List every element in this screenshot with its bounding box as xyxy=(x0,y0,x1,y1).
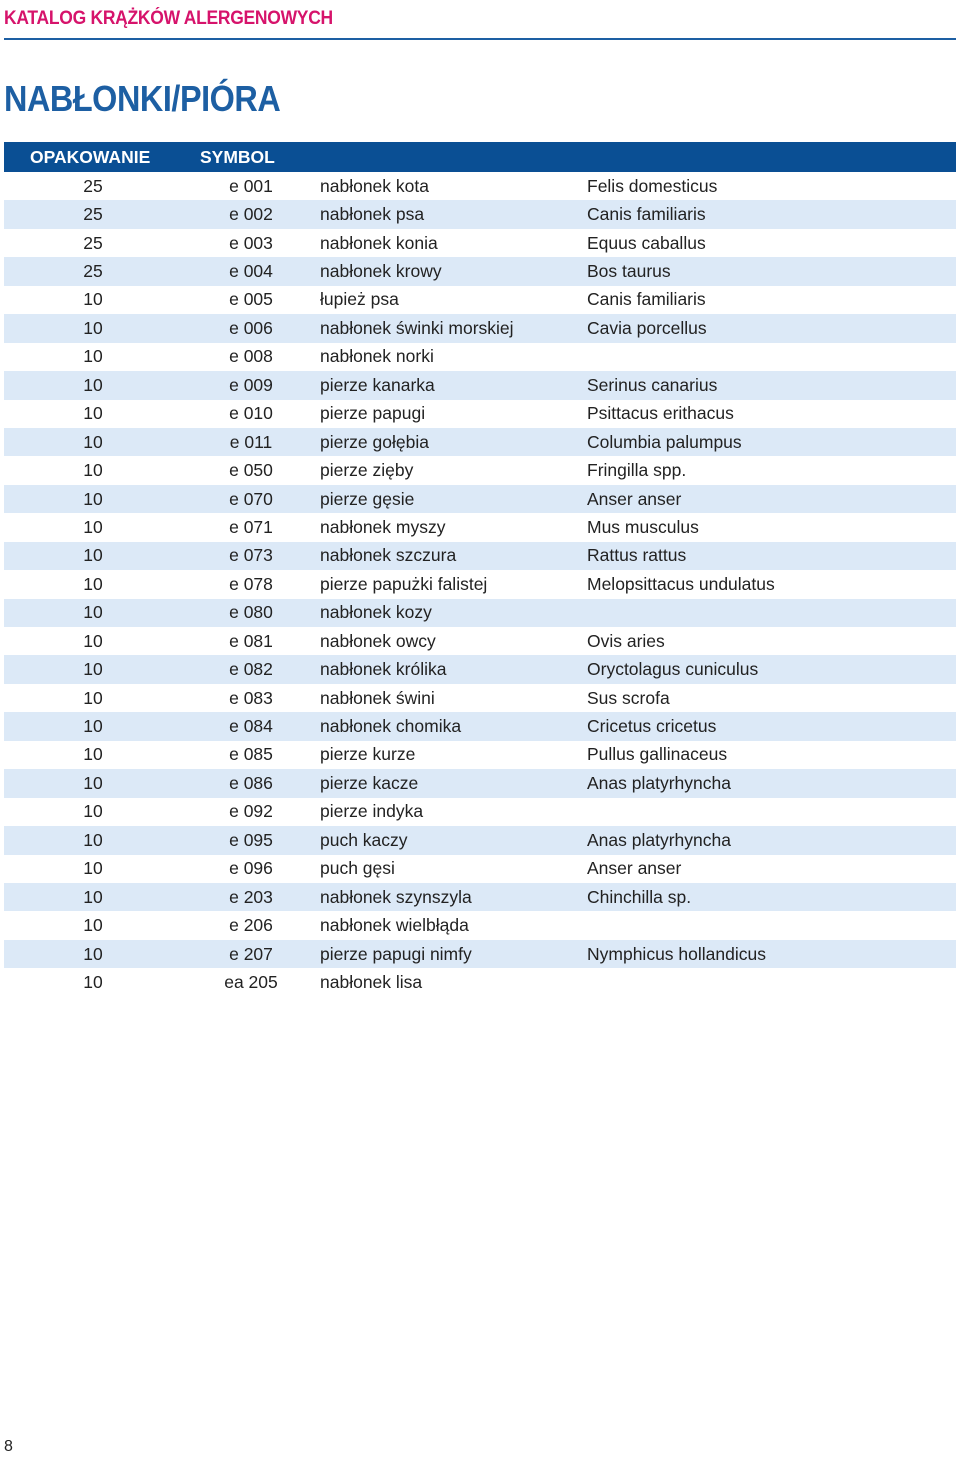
cell-packaging: 10 xyxy=(83,744,103,765)
cell-symbol: e 095 xyxy=(182,826,320,854)
cell-latin-name: Felis domesticus xyxy=(587,175,718,196)
column-header-symbol: SYMBOL xyxy=(182,142,320,172)
table-row xyxy=(4,855,956,883)
cell-packaging: 10 xyxy=(83,403,103,424)
cell-name: nabłonek szynszyla xyxy=(320,883,587,911)
column-header-latin-name xyxy=(587,142,956,172)
allergen-table xyxy=(4,142,956,997)
table-row xyxy=(4,172,956,200)
cell-latin-name: Chinchilla sp. xyxy=(587,883,956,911)
cell-name: nabłonek świnki morskiej xyxy=(320,314,587,342)
cell-symbol: e 011 xyxy=(182,428,320,456)
cell-name: nabłonek wielbłąda xyxy=(320,915,469,936)
cell-latin-name: Anser anser xyxy=(587,858,682,879)
cell-latin-name: Fringilla spp. xyxy=(587,460,687,481)
cell-latin-name: Oryctolagus cuniculus xyxy=(587,655,956,683)
cell-latin-name: Canis familiaris xyxy=(587,200,956,228)
cell-latin-name xyxy=(587,343,956,371)
cell-latin-name: Columbia palumpus xyxy=(587,428,956,456)
cell-packaging: 10 xyxy=(4,712,182,740)
cell-name: nabłonek kota xyxy=(320,175,429,196)
cell-packaging: 10 xyxy=(83,801,103,822)
cell-name: nabłonek psa xyxy=(320,200,587,228)
cell-packaging: 10 xyxy=(4,769,182,797)
cell-symbol: e 050 xyxy=(229,460,273,481)
cell-latin-name: Psittacus erithacus xyxy=(587,403,734,424)
cell-packaging: 10 xyxy=(83,573,103,594)
cell-symbol: e 078 xyxy=(229,573,273,594)
cell-symbol: e 008 xyxy=(229,346,273,367)
cell-latin-name: Cricetus cricetus xyxy=(587,712,956,740)
cell-latin-name: Rattus rattus xyxy=(587,542,956,570)
cell-name: pierze zięby xyxy=(320,460,414,481)
cell-packaging: 10 xyxy=(4,485,182,513)
cell-packaging: 25 xyxy=(83,232,103,253)
cell-name: pierze papugi nimfy xyxy=(320,940,587,968)
table-row xyxy=(4,911,956,939)
cell-latin-name: Serinus canarius xyxy=(587,371,956,399)
table-row xyxy=(4,883,956,911)
cell-packaging: 10 xyxy=(4,542,182,570)
cell-latin-name: Pullus gallinaceus xyxy=(587,744,728,765)
cell-latin-name: Melopsittacus undulatus xyxy=(587,573,775,594)
cell-symbol: e 006 xyxy=(182,314,320,342)
cell-latin-name xyxy=(587,911,956,939)
table-row xyxy=(4,684,956,712)
cell-packaging: 10 xyxy=(4,883,182,911)
table-row xyxy=(4,599,956,627)
table-header-row xyxy=(4,142,956,172)
cell-symbol: e 081 xyxy=(229,630,273,651)
cell-symbol: e 001 xyxy=(229,175,273,196)
cell-packaging: 10 xyxy=(83,858,103,879)
table-row xyxy=(4,485,956,513)
cell-packaging: 25 xyxy=(83,175,103,196)
header-divider xyxy=(4,38,956,40)
table-row xyxy=(4,513,956,541)
table-row xyxy=(4,400,956,428)
cell-symbol: e 070 xyxy=(182,485,320,513)
cell-name: nabłonek kozy xyxy=(320,599,587,627)
cell-latin-name: Canis familiaris xyxy=(587,289,706,310)
cell-name: puch gęsi xyxy=(320,858,395,879)
cell-symbol: e 004 xyxy=(182,257,320,285)
table-row xyxy=(4,456,956,484)
cell-name: pierze kanarka xyxy=(320,371,587,399)
column-header-packaging: OPAKOWANIE xyxy=(4,142,182,172)
table-row xyxy=(4,428,956,456)
cell-symbol: e 207 xyxy=(182,940,320,968)
cell-packaging: 10 xyxy=(83,687,103,708)
cell-symbol: e 009 xyxy=(182,371,320,399)
cell-latin-name xyxy=(587,599,956,627)
table-row xyxy=(4,769,956,797)
table-row xyxy=(4,826,956,854)
cell-latin-name: Bos taurus xyxy=(587,257,956,285)
cell-name: pierze kurze xyxy=(320,744,416,765)
cell-symbol: e 086 xyxy=(182,769,320,797)
cell-packaging: 10 xyxy=(4,826,182,854)
table-body xyxy=(4,172,956,997)
cell-packaging: 10 xyxy=(83,516,103,537)
cell-symbol: e 010 xyxy=(229,403,273,424)
cell-symbol: e 005 xyxy=(229,289,273,310)
cell-packaging: 10 xyxy=(83,915,103,936)
cell-symbol: e 203 xyxy=(182,883,320,911)
table-row xyxy=(4,940,956,968)
cell-packaging: 10 xyxy=(83,630,103,651)
cell-symbol: e 096 xyxy=(229,858,273,879)
cell-packaging: 25 xyxy=(4,200,182,228)
running-header: KATALOG KRĄŻKÓW ALERGENOWYCH xyxy=(4,8,333,29)
cell-name: nabłonek norki xyxy=(320,346,434,367)
cell-name: nabłonek szczura xyxy=(320,542,587,570)
cell-name: pierze kacze xyxy=(320,769,587,797)
cell-packaging: 10 xyxy=(4,371,182,399)
table-row xyxy=(4,968,956,996)
cell-latin-name: Anas platyrhyncha xyxy=(587,769,956,797)
cell-symbol: e 080 xyxy=(182,599,320,627)
cell-name: pierze gęsie xyxy=(320,485,587,513)
cell-symbol: e 084 xyxy=(182,712,320,740)
cell-symbol: e 085 xyxy=(229,744,273,765)
cell-symbol: e 083 xyxy=(229,687,273,708)
cell-name: pierze papugi xyxy=(320,403,426,424)
table-row xyxy=(4,371,956,399)
table-row xyxy=(4,257,956,285)
cell-symbol: ea 205 xyxy=(224,971,278,992)
cell-packaging: 10 xyxy=(4,599,182,627)
page-number: 8 xyxy=(4,1438,13,1455)
cell-symbol: e 082 xyxy=(182,655,320,683)
cell-name: nabłonek królika xyxy=(320,655,587,683)
cell-latin-name: Nymphicus hollandicus xyxy=(587,940,956,968)
cell-name: nabłonek owcy xyxy=(320,630,436,651)
table-row xyxy=(4,798,956,826)
table-row xyxy=(4,229,956,257)
cell-symbol: e 206 xyxy=(229,915,273,936)
cell-name: nabłonek myszy xyxy=(320,516,446,537)
cell-name: pierze gołębia xyxy=(320,428,587,456)
table-row xyxy=(4,200,956,228)
cell-name: pierze indyka xyxy=(320,801,424,822)
column-header-name xyxy=(320,142,587,172)
table-row xyxy=(4,712,956,740)
cell-latin-name xyxy=(587,798,956,826)
table-row xyxy=(4,286,956,314)
cell-symbol: e 092 xyxy=(229,801,273,822)
section-title: NABŁONKI/PIÓRA xyxy=(4,78,281,119)
cell-name: nabłonek konia xyxy=(320,232,438,253)
cell-symbol: e 071 xyxy=(229,516,273,537)
cell-name: nabłonek krowy xyxy=(320,257,587,285)
cell-name: nabłonek świni xyxy=(320,687,435,708)
cell-name: łupież psa xyxy=(320,289,399,310)
table-row xyxy=(4,570,956,598)
table-row xyxy=(4,542,956,570)
cell-symbol: e 073 xyxy=(182,542,320,570)
cell-name: pierze papużki falistej xyxy=(320,573,488,594)
cell-latin-name: Cavia porcellus xyxy=(587,314,956,342)
table-row xyxy=(4,314,956,342)
cell-packaging: 10 xyxy=(4,940,182,968)
table-row xyxy=(4,741,956,769)
cell-packaging: 10 xyxy=(4,655,182,683)
cell-symbol: e 002 xyxy=(182,200,320,228)
cell-packaging: 10 xyxy=(83,346,103,367)
cell-latin-name: Anas platyrhyncha xyxy=(587,826,956,854)
cell-latin-name: Anser anser xyxy=(587,485,956,513)
cell-packaging: 10 xyxy=(83,460,103,481)
table-row xyxy=(4,627,956,655)
cell-latin-name: Mus musculus xyxy=(587,516,699,537)
cell-latin-name xyxy=(587,968,956,996)
cell-packaging: 10 xyxy=(4,428,182,456)
table-row xyxy=(4,655,956,683)
cell-name: nabłonek lisa xyxy=(320,971,423,992)
table-row xyxy=(4,343,956,371)
cell-latin-name: Sus scrofa xyxy=(587,687,670,708)
cell-packaging: 10 xyxy=(83,971,103,992)
cell-latin-name: Equus caballus xyxy=(587,232,706,253)
cell-packaging: 10 xyxy=(4,314,182,342)
cell-packaging: 10 xyxy=(83,289,103,310)
cell-name: puch kaczy xyxy=(320,826,587,854)
cell-latin-name: Ovis aries xyxy=(587,630,665,651)
cell-packaging: 25 xyxy=(4,257,182,285)
cell-name: nabłonek chomika xyxy=(320,712,587,740)
cell-symbol: e 003 xyxy=(229,232,273,253)
